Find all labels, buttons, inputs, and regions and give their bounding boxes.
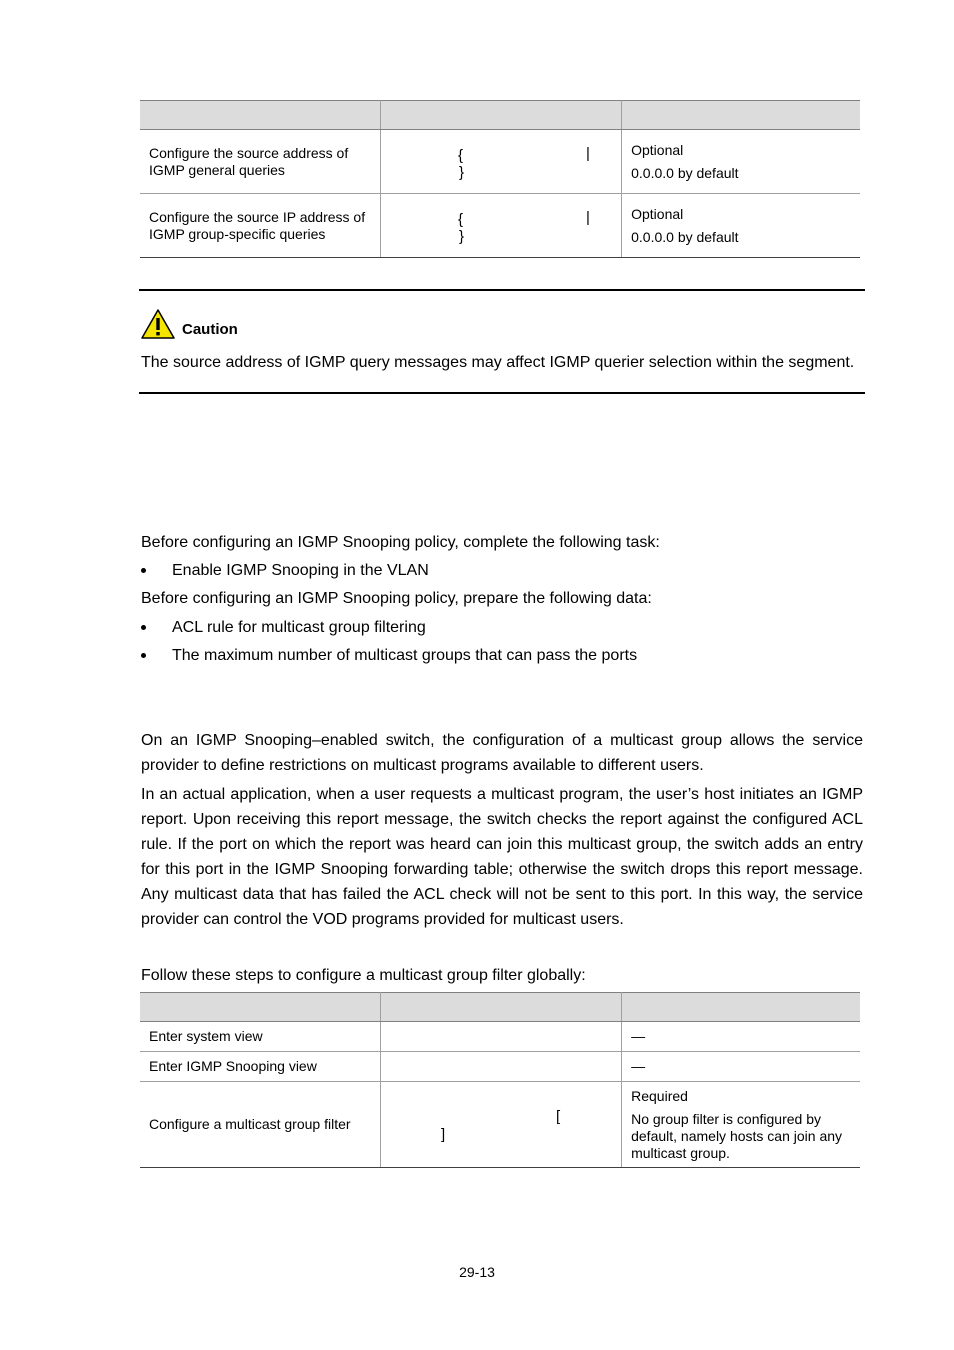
operation-cell: Enter system view xyxy=(140,1022,381,1052)
body-paragraph: On an IGMP Snooping–enabled switch, the configuration of a multicast group allows the service provider to define restrictions on multicast programs available to different users. xyxy=(141,732,863,774)
operation-text: Configure the source IP address of IGMP group-specific queries xyxy=(149,208,366,242)
header-cell xyxy=(622,993,860,1022)
prereq-data-intro: Before configuring an IGMP Snooping policy, prepare the following data: xyxy=(141,590,652,607)
command-cell xyxy=(381,194,622,258)
group-filter-table xyxy=(140,992,860,1168)
bullet-icon xyxy=(141,568,146,573)
brace-close: } xyxy=(459,228,465,245)
table-row xyxy=(140,1052,860,1082)
table-row xyxy=(140,1022,860,1052)
bracket-open: [ xyxy=(556,1108,561,1125)
brace-open: { xyxy=(458,211,464,228)
caution-title: Caution xyxy=(182,321,238,338)
query-source-table xyxy=(140,100,860,258)
remarks-line: Optional xyxy=(631,141,684,158)
table-row xyxy=(140,1082,860,1168)
operation-cell xyxy=(140,130,381,194)
header-cell xyxy=(622,101,860,130)
bullet-icon xyxy=(141,625,146,630)
operation-cell: Enter IGMP Snooping view xyxy=(140,1052,381,1082)
remarks-line: 0.0.0.0 by default xyxy=(631,164,739,181)
pipe: | xyxy=(586,209,590,226)
caution-top-rule xyxy=(139,289,865,291)
remarks-line: Optional xyxy=(631,205,684,222)
header-cell xyxy=(381,993,622,1022)
header-cell xyxy=(381,101,622,130)
remarks-line: Required xyxy=(631,1087,688,1104)
header-cell xyxy=(140,993,381,1022)
command-cell xyxy=(381,1052,622,1082)
caution-text: The source address of IGMP query messages may affect IGMP querier selection within the segment. xyxy=(141,354,855,371)
operation-text: Configure the source address of IGMP general queries xyxy=(149,144,349,178)
table-row xyxy=(140,194,860,258)
caution-bottom-rule xyxy=(139,392,865,394)
remarks-cell xyxy=(622,130,860,194)
remarks-line: 0.0.0.0 by default xyxy=(631,228,739,245)
remarks-cell xyxy=(622,1082,860,1168)
remarks-cell xyxy=(622,194,860,258)
table-header-row xyxy=(140,101,860,130)
operation-cell xyxy=(140,194,381,258)
pipe: | xyxy=(586,145,590,162)
prereq-task-intro: Before configuring an IGMP Snooping policy, complete the following task: xyxy=(141,534,660,551)
remarks-cell: — xyxy=(622,1052,860,1082)
remarks-line: No group filter is configured by default, namely hosts can join any multicast group. xyxy=(631,1110,843,1161)
command-cell xyxy=(381,1082,622,1168)
brace-open: { xyxy=(458,147,464,164)
operation-cell: Configure a multicast group filter xyxy=(140,1082,381,1168)
remarks-cell: — xyxy=(622,1022,860,1052)
bullet-icon xyxy=(141,653,146,658)
page-number: 29-13 xyxy=(459,1264,495,1280)
warning-icon xyxy=(141,309,175,339)
body-paragraph: In an actual application, when a user requests a multicast program, the user’s host initiates an IGMP report. Upon receiving this report message, the switch checks the report against the configured ACL rule. If the port on which the report was heard can join this multicast group, the switch adds an entry for this port in the IGMP Snooping forwarding table; otherwise the switch drops this report message. Any multicast data that has failed the ACL check will not be sent to this port. In this way, the service provider can control the VOD programs provided for multicast users. xyxy=(141,786,863,928)
table-row xyxy=(140,130,860,194)
bracket-close: ] xyxy=(441,1126,446,1143)
brace-close: } xyxy=(459,164,465,181)
table-header-row xyxy=(140,993,860,1022)
steps-intro: Follow these steps to configure a multicast group filter globally: xyxy=(141,967,586,984)
command-cell xyxy=(381,130,622,194)
header-cell xyxy=(140,101,381,130)
command-cell xyxy=(381,1022,622,1052)
